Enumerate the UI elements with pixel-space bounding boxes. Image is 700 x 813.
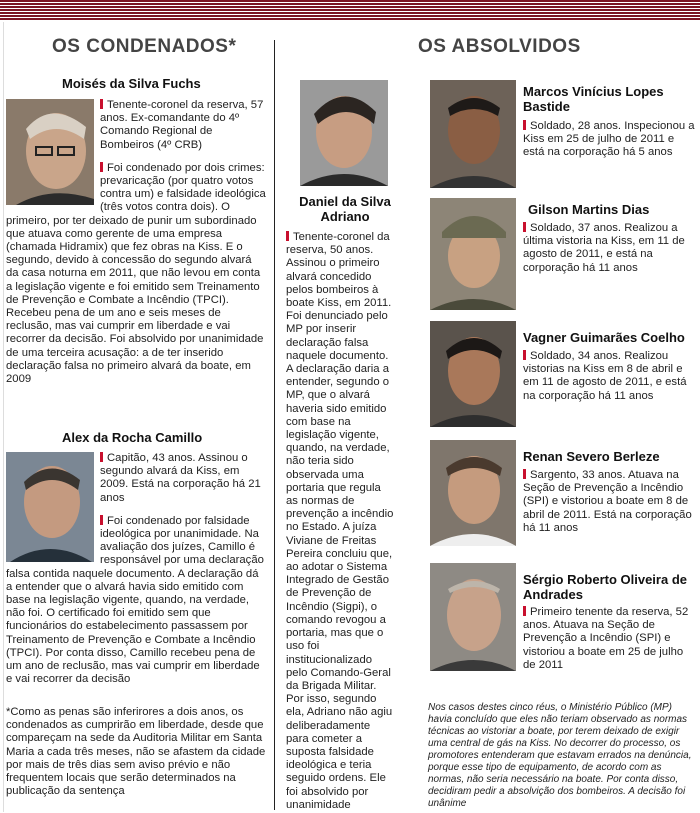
red-bullet-icon	[523, 350, 526, 360]
person-text-dias: Soldado, 37 anos. Realizou a última vistoria na Kiss, em 11 de agosto de 2011, e está na corporação há 11 anos	[523, 222, 685, 274]
portrait-icon	[6, 452, 94, 562]
red-bullet-icon	[523, 222, 526, 232]
photo-andrades	[430, 563, 516, 671]
red-bullet-icon	[286, 231, 289, 241]
red-bullet-icon	[100, 162, 103, 172]
top-decorative-band	[0, 0, 700, 20]
photo-adriano	[300, 80, 388, 186]
person-name-berleze: Renan Severo Berleze	[523, 449, 660, 464]
red-bullet-icon	[523, 469, 526, 479]
portrait-icon	[430, 563, 516, 671]
portrait-icon	[430, 80, 516, 188]
person-text-fuchs: Tenente-coronel da reserva, 57 anos. Ex-comandante do 4º Comando Regional de Bombeiros (4º CRB) Foi condenado por dois crimes: prevaricação (por quatro votos contra um) e falsidade ideológica (três votos contra dois). O primeiro, por ter deixado de punir um subordinado que atuava como gerente de uma empresa (chamada Hidramix) que fez obras na Kiss. E o segundo, devido à concessão do segundo alvará da casa noturna em 2011, que não levou em conta a legislação vigente e foi emitido sem Treinamento de Prevenção e Combate a Incêndio (TPCI). Recebeu pena de um ano e seis meses de reclusão, mas vai cumprir em liberdade e vai recorrer da decisão. Foi absolvido por unanimidade de uma terceira acusação: a de ter inserido declaração falsa no primeiro alvará da boate, em 2009	[6, 99, 266, 386]
photo-berleze	[430, 440, 516, 546]
person-text-adriano: Tenente-coronel da reserva, 50 anos. Assinou o primeiro alvará concedido pelos bombeiros à boate Kiss, em 2011. Foi denunciado pelo MP por inserir declaração falsa naquele documento. A declaração daria a entender, segundo o MP, que o alvará haveria sido emitido com base na legislação vigente, quando, na verdade, não teria sido observada uma portaria que regula as normas de prevenção a incêndio no Estado. A juíza Viviane de Freitas Pereira concluiu que, ao adotar o Sistema Integrado de Gestão de Prevenção de Incêndio (Sigpi), o comando revogou a portaria, mas que o uso foi institucionalizado pelo Comando-Geral da Brigada Militar. Por isso, segundo ela, Adriano não agiu deliberadamente para cometer a suposta falsidade ideológica e teria seguido ordens. Ele foi absolvido por unanimidade	[286, 231, 394, 811]
photo-coelho	[430, 321, 516, 427]
person-text-coelho: Soldado, 34 anos. Realizou vistorias na Kiss em 8 de abril e em 11 de agosto de 2011, e está na corporação há 11 anos	[523, 350, 687, 402]
person-name-adriano: Daniel da Silva Adriano	[299, 194, 391, 224]
portrait-icon	[430, 321, 516, 427]
red-bullet-icon	[523, 120, 526, 130]
person-text-camillo: Capitão, 43 anos. Assinou o segundo alvará da Kiss, em 2009. Está na corporação há 21 anos Foi condenado por falsidade ideológica por unanimidade. Na avaliação dos juízes, Camillo é responsável por uma declaração falsa contida naquele documento. A declaração dá a entender que o alvará havia sido emitido com base na legislação vigente, quando, na verdade, não foi. O certificado foi emitido sem que funcionários do estabelecimento passassem por Treinamento de Prevenção e Combate a Incêndio (TPCI). Por conta disso, Camillo recebeu pena de um ano de reclusão, mas vai cumprir em liberdade e vai recorrer da decisão	[6, 452, 264, 686]
portrait-icon	[430, 198, 516, 310]
condemned-section-title: OS CONDENADOS*	[52, 36, 237, 57]
column-divider	[274, 40, 275, 810]
photo-camillo	[6, 452, 94, 562]
left-frame-line	[3, 22, 4, 812]
red-bullet-icon	[100, 515, 103, 525]
person-name-andrades: Sérgio Roberto Oliveira de Andrades	[523, 572, 687, 602]
red-bullet-icon	[523, 606, 526, 616]
red-bullet-icon	[100, 452, 103, 462]
acquitted-note: Nos casos destes cinco réus, o Ministério Público (MP) havia concluído que eles não teriam observado as normas técnicas ao vistoriar a boate, por terem deixado de exigir uma central de gás na Kiss. No decorrer do processo, os promotores entenderam que estavam errados na denúncia, porque esse tipo de equipamento, de acordo com as normas, não seria necessário na boate. Por conta disso, decidiram pedir a absolvição dos bombeiros. A decisão foi unânime	[428, 702, 692, 809]
person-text-bastide: Soldado, 28 anos. Inspecionou a Kiss em 25 de julho de 2011 e está na corporação há 5 anos	[523, 120, 695, 159]
photo-fuchs	[6, 99, 94, 205]
acquitted-section-title: OS ABSOLVIDOS	[418, 36, 581, 57]
person-name-fuchs: Moisés da Silva Fuchs	[62, 76, 201, 91]
person-name-bastide: Marcos Vinícius Lopes Bastide	[523, 84, 664, 114]
person-name-camillo: Alex da Rocha Camillo	[62, 430, 203, 445]
footnote-condemned: *Como as penas são inferirores a dois anos, os condenados as cumprirão em liberdade, desde que compareçam na sede da Auditoria Militar em Santa Maria a cada três meses, não se afastem da cidade por mais de três dias sem aviso prévio e não frequentem locais que serão determinados na publicação da sentença	[6, 706, 266, 798]
person-text-berleze: Sargento, 33 anos. Atuava na Seção de Prevenção a Incêndio (SPI) e vistoriou a boate em 8 de abril de 2011. Está na corporação há 11 anos	[523, 469, 692, 534]
person-name-coelho: Vagner Guimarães Coelho	[523, 330, 685, 345]
photo-dias	[430, 198, 516, 310]
photo-bastide	[430, 80, 516, 188]
person-name-dias: Gilson Martins Dias	[528, 202, 650, 217]
portrait-icon	[430, 440, 516, 546]
person-text-andrades: Primeiro tenente da reserva, 52 anos. Atuava na Seção de Prevenção a Incêndio (SPI) e vistoriou a boate em 25 de julho de 2011	[523, 606, 689, 671]
portrait-icon	[300, 80, 388, 186]
portrait-icon	[6, 99, 94, 205]
red-bullet-icon	[100, 99, 103, 109]
